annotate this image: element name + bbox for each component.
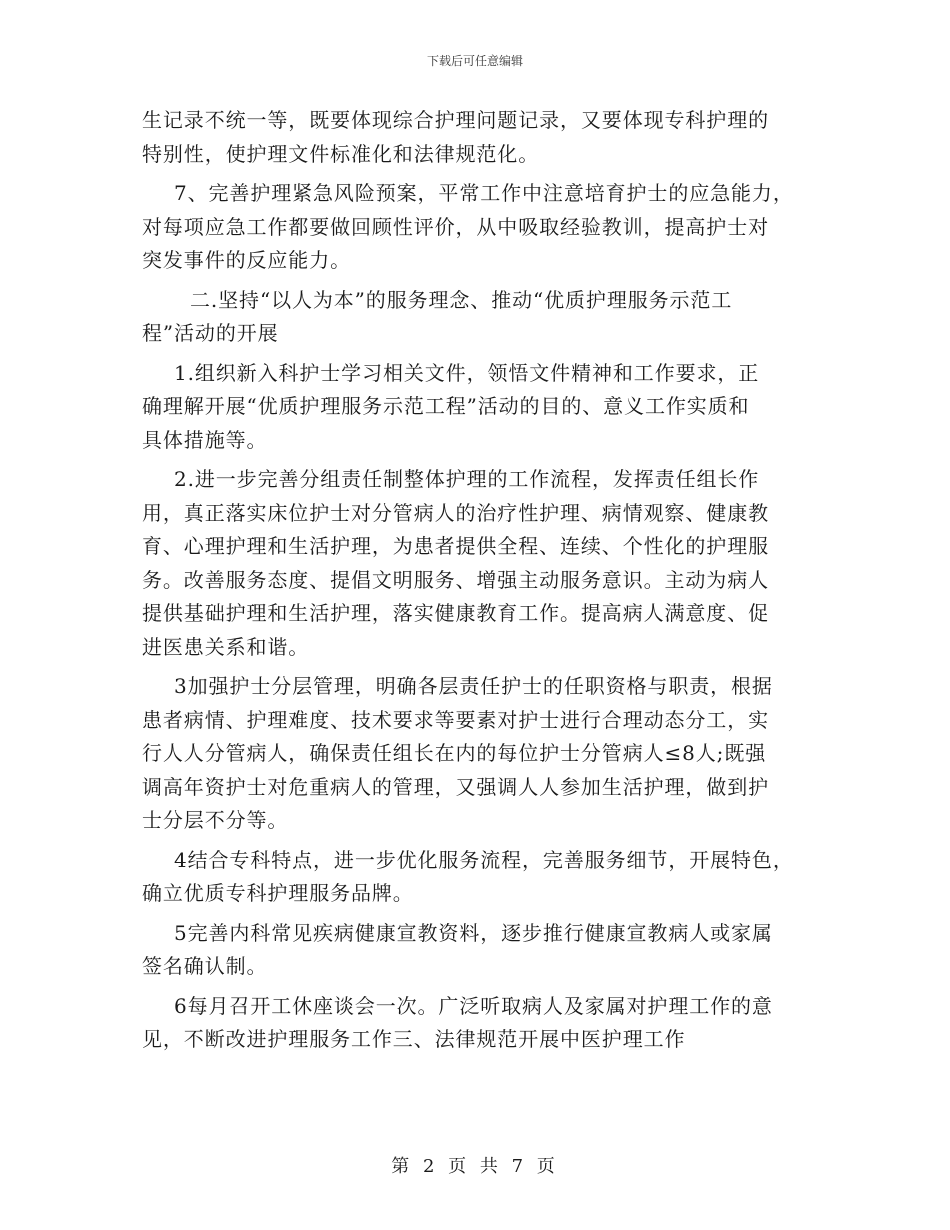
text-line: 7、完善护理紧急风险预案，平常工作中注意培育护士的应急能力， <box>174 181 794 205</box>
paragraph <box>142 917 822 984</box>
text-line: 提供基础护理和生活护理，落实健康教育工作。提高病人满意度、促 <box>142 601 769 625</box>
text-line: 特别性，使护理文件标准化和法律规范化。 <box>142 141 540 166</box>
paragraph <box>142 463 822 664</box>
paragraph <box>142 990 822 1057</box>
document-body <box>142 104 822 1057</box>
text-line: 确立优质专科护理服务品牌。 <box>142 881 414 905</box>
text-line: 育、心理护理和生活护理，为患者提供全程、连续、个性化的护理服 <box>142 534 769 558</box>
text-line: 突发事件的反应能力。 <box>142 248 351 272</box>
text-line: 对每项应急工作都要做回顾性评价，从中吸取经验教训，提高护士对 <box>142 214 769 239</box>
text-line: 二.坚持“以人为本”的服务理念、推动“优质护理服务示范工 <box>190 287 733 312</box>
text-line: 患者病情、护理难度、技术要求等要素对护士进行合理动态分工，实 <box>142 707 769 732</box>
text-line: 具体措施等。 <box>142 427 268 452</box>
paragraph <box>142 284 822 351</box>
text-line: 3加强护士分层管理，明确各层责任护士的任职资格与职责，根据 <box>174 674 773 698</box>
text-line: 务。改善服务态度、提倡文明服务、增强主动服务意识。主动为病人 <box>142 567 769 592</box>
text-line: 见，不断改进护理服务工作三、法律规范开展中医护理工作 <box>142 1027 686 1051</box>
text-line: 签名确认制。 <box>142 954 268 978</box>
text-line: 5完善内科常见疾病健康宣教资料，逐步推行健康宣教病人或家属 <box>174 920 773 945</box>
text-line: 1.组织新入科护士学习相关文件，领悟文件精神和工作要求，正 <box>174 360 760 385</box>
paragraph <box>142 357 822 458</box>
text-line: 2.进一步完善分组责任制整体护理的工作流程，发挥责任组长作 <box>174 467 760 491</box>
paragraph <box>142 844 822 911</box>
text-line: 士分层不分等。 <box>142 808 289 832</box>
text-line: 确理解开展“优质护理服务示范工程”活动的目的、意义工作实质和 <box>142 394 750 418</box>
paragraph <box>142 104 822 171</box>
text-line: 用，真正落实床位护士对分管病人的治疗性护理、病情观察、健康教 <box>142 500 769 525</box>
paragraph <box>142 177 822 278</box>
page-footer-page-number: 第 2 页 共 7 页 <box>391 1156 559 1177</box>
paragraph <box>142 670 822 838</box>
text-line: 行人人分管病人，确保责任组长在内的每位护士分管病人≤8人;既强 <box>142 741 767 765</box>
text-line: 调高年资护士对危重病人的管理，又强调人人参加生活护理，做到护 <box>142 774 769 799</box>
text-line: 程”活动的开展 <box>142 321 279 345</box>
text-line: 6每月召开工休座谈会一次。广泛听取病人及家属对护理工作的意 <box>174 993 773 1018</box>
text-line: 生记录不统一等，既要体现综合护理问题记录，又要体现专科护理的 <box>142 108 769 132</box>
text-line: 4结合专科特点，进一步优化服务流程，完善服务细节，开展特色， <box>174 847 794 872</box>
text-line: 进医患关系和谐。 <box>142 634 310 659</box>
page-header-note: 下载后可任意编辑 <box>426 54 523 68</box>
